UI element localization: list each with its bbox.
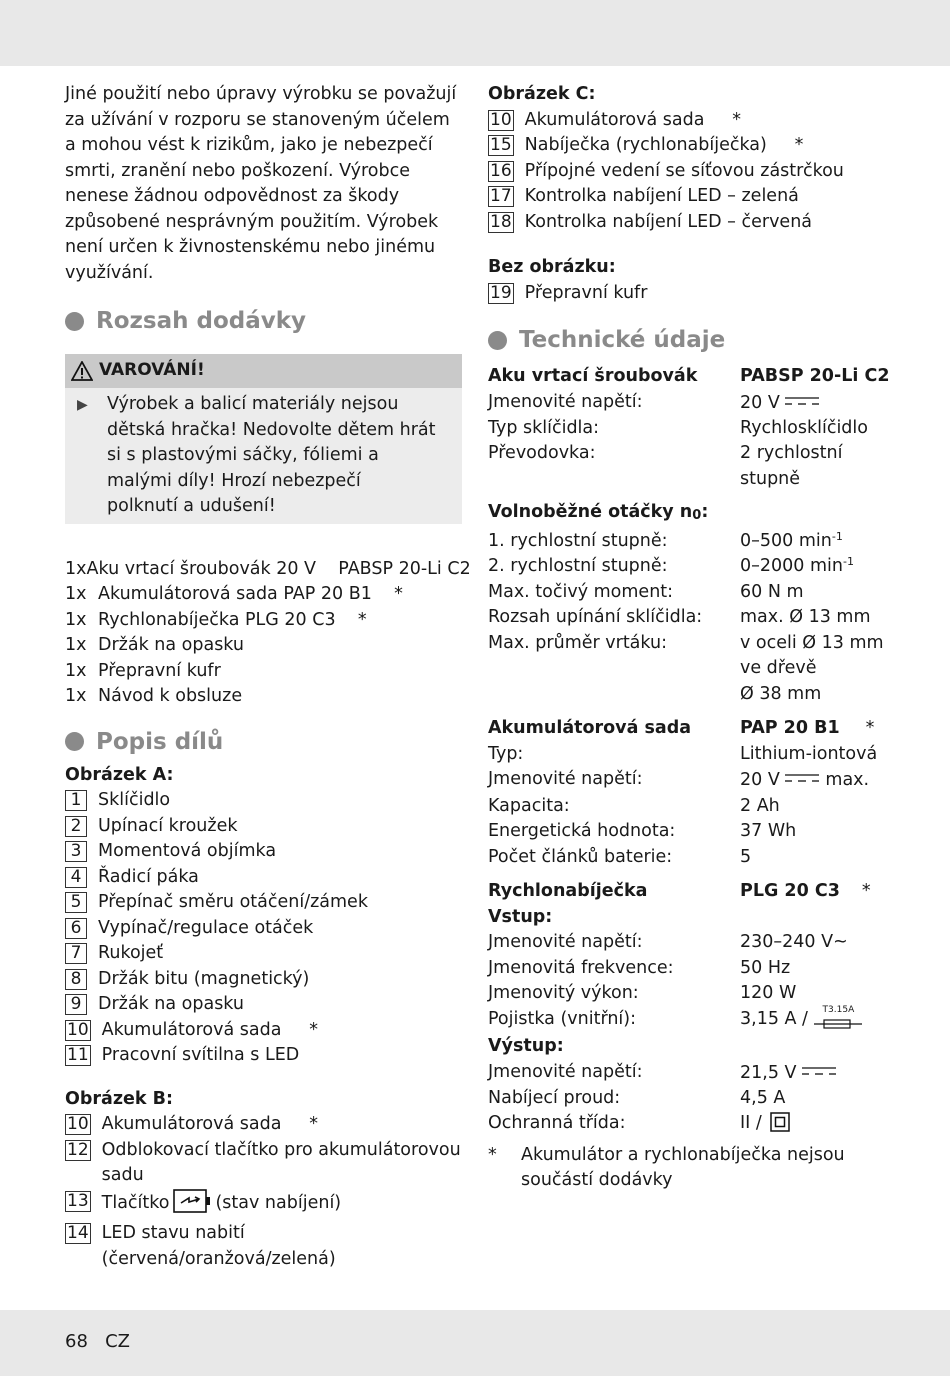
- part-item: 4 Řadicí páka: [65, 865, 465, 891]
- part-number: 1: [65, 790, 87, 811]
- drill-header: Aku vrtací šroubovák PABSP 20-Li C2: [488, 366, 890, 386]
- part-number: 9: [65, 994, 87, 1015]
- part-item: 2 Upínací kroužek: [65, 814, 465, 840]
- page-footer: [65, 1331, 130, 1352]
- drill-specs: Aku vrtací šroubovák PABSP 20-Li C2 Jmenovité napětí: 20 V Typ sklíčidla: Rychlosklíčidlo Převodovka: 2 rychlostní stupně: [488, 364, 908, 492]
- footnote: * Akumulátor a rychlonabíječka nejsou součástí dodávky: [488, 1144, 845, 1191]
- part-item: 17 Kontrolka nabíjení LED – zelená: [490, 186, 799, 206]
- part-item: 15 Nabíječka (rychlonabíječka) *: [490, 135, 804, 155]
- part-item: 7 Rukojeť: [65, 941, 465, 967]
- delivery-item: 1x Rychlonabíječka PLG 20 C3 *: [65, 609, 367, 630]
- warning-text: Výrobek a balicí materiály nejsou dětská hračka! Nedovolte dětem hrát si s plastovými sáčky, fóliemi a malými díly! Hrozí nebezpečí polknutí a udušení!: [107, 394, 436, 516]
- part-item: 16 Přípojné vedení se síťovou zástrčkou: [490, 160, 844, 181]
- figure-a-title: Obrázek A:: [65, 764, 174, 785]
- part-number: 19: [490, 282, 512, 303]
- part-item: 6 Vypínač/regulace otáček: [65, 916, 465, 942]
- no-image-title: Bez obrázku:: [488, 257, 616, 277]
- part-number: 10: [67, 1114, 89, 1134]
- figure-a-list: [65, 788, 465, 1069]
- spec-row: Max. průměr vrtáku: v oceli Ø 13 mm: [488, 632, 884, 653]
- part-number: 17: [490, 186, 512, 206]
- part-number: 15: [490, 135, 512, 155]
- part-item: 12 Odblokovací tlačítko pro akumulátorovou sadu: [67, 1139, 467, 1185]
- warning-header: VAROVÁNÍ!: [65, 354, 462, 388]
- battery-specs: Akumulátorová sada PAP 20 B1 * Typ: Lithium-iontová Jmenovité napětí: 20 V max. Kapacita: 2 Ah Energetická hodnota: 37 Wh Počet článků baterie: 5: [488, 716, 908, 870]
- part-number: 3: [65, 841, 87, 862]
- left-column: [65, 82, 471, 1272]
- part-number: 13: [67, 1190, 89, 1211]
- dc-symbol-icon: [784, 767, 820, 793]
- delivery-item: 1x Přepravní kufr: [65, 660, 221, 681]
- part-item: 8 Držák bitu (magnetický): [65, 967, 465, 993]
- figure-b-list: [65, 1112, 465, 1272]
- arrow-right-icon: ▶: [77, 397, 88, 413]
- bullet-icon: [65, 312, 84, 331]
- fuse-icon: T3.15A: [814, 1007, 862, 1031]
- parts-heading: Popis dílů: [65, 727, 465, 757]
- speed-specs: [488, 500, 908, 707]
- warning-triangle-icon: [71, 361, 93, 381]
- part-item: 9 Držák na opasku: [65, 992, 465, 1018]
- delivery-list: [65, 557, 471, 710]
- part-number: 16: [490, 160, 512, 181]
- battery-header: Akumulátorová sada PAP 20 B1 *: [488, 718, 875, 739]
- delivery-item: 1x Návod k obsluze: [65, 686, 243, 706]
- figure-c-title: Obrázek C:: [488, 84, 596, 104]
- part-item: 10 Akumulátorová sada *: [67, 1019, 318, 1040]
- part-item: 13 Tlačítko (stav nabíjení): [65, 1189, 465, 1222]
- part-item: 10 Akumulátorová sada *: [490, 109, 741, 130]
- part-item: 11 Pracovní svítilna s LED: [67, 1045, 300, 1065]
- page-number: 68: [65, 1331, 88, 1352]
- spec-row: 2. rychlostní stupně: 0–2000 $\min^{-1}$: [488, 555, 854, 577]
- warning-box: [65, 354, 462, 524]
- language-code: CZ: [105, 1331, 130, 1352]
- charger-specs: Rychlonabíječka PLG 20 C3 * Vstup: Jmenovité napětí: 230–240 V~ Jmenovitá frekvence: 50 Hz Jmenovitý výkon: 120 W Pojistka (vnitřní): 3,15 A / T3.15A Výstup: Jmenovité napětí: 21,5 V Nabíjecí proud: 4,5 A Ochranná třída: II /: [488, 879, 908, 1137]
- no-image-list: [488, 281, 908, 307]
- part-number: 12: [67, 1139, 89, 1160]
- bullet-icon: [65, 732, 84, 751]
- part-number: 10: [67, 1019, 89, 1040]
- part-number: 18: [490, 211, 512, 232]
- charger-output-label: Výstup:: [488, 1036, 564, 1056]
- warning-body: [65, 388, 462, 524]
- part-number: 6: [65, 918, 87, 939]
- part-number: 7: [65, 943, 87, 964]
- right-column: [488, 82, 908, 1194]
- spec-row: Max. točivý moment: 60 N m: [488, 581, 804, 602]
- dc-symbol-icon: [784, 390, 820, 416]
- spec-row: Rozsah upínání sklíčidla: max. Ø 13 mm: [488, 607, 871, 628]
- intro-text: Jiné použití nebo úpravy výrobku se považují za užívání v rozporu se stanoveným účelem a mohou vést k rizikům, jako je nebezpečí smrti, zranění nebo poškození. Výrobce nenese žádnou odpovědnost za škody způsobené nesprávným použitím. Výrobek není určen k živnostenskému nebo jinému využívání.: [65, 84, 457, 283]
- figure-c-list: [488, 108, 908, 236]
- part-number: 14: [67, 1223, 89, 1243]
- part-item: 10 Akumulátorová sada *: [67, 1114, 318, 1134]
- spec-row: 1. rychlostní stupně: 0–500 $\min^{-1}$: [488, 529, 843, 551]
- part-number: 8: [65, 969, 87, 990]
- scope-heading: Rozsah dodávky: [65, 306, 465, 336]
- class-ii-icon: [770, 1112, 790, 1132]
- spec-row: Ø 38 mm: [740, 683, 822, 704]
- footer-band: [0, 1310, 950, 1376]
- tech-heading: Technické údaje: [488, 325, 908, 355]
- part-item: 19 Přepravní kufr: [490, 282, 648, 303]
- bullet-icon: [488, 331, 507, 350]
- part-number: 10: [490, 109, 512, 130]
- part-item: 1 Sklíčidlo: [65, 788, 465, 814]
- delivery-item: 1x Akumulátorová sada PAP 20 B1 *: [65, 584, 403, 604]
- charge-status-button-icon: [173, 1189, 211, 1222]
- part-item: 3 Momentová objímka: [65, 839, 465, 865]
- figure-b-title: Obrázek B:: [65, 1088, 173, 1109]
- part-number: 5: [65, 892, 87, 913]
- part-item: 18 Kontrolka nabíjení LED – červená: [490, 211, 813, 232]
- charger-input-label: Vstup:: [488, 906, 553, 927]
- part-number: 4: [65, 867, 87, 888]
- delivery-item: 1x Aku vrtací šroubovák 20 V PABSP 20-Li C2: [65, 558, 471, 579]
- part-item: 14 LED stavu nabití (červená/oranžová/zelená): [67, 1223, 336, 1269]
- delivery-item: 1x Držák na opasku: [65, 635, 244, 655]
- speed-title: Volnoběžné otáčky n0:: [488, 502, 709, 524]
- dc-symbol-icon: [801, 1060, 837, 1086]
- part-number: 2: [65, 816, 87, 837]
- charger-header: Rychlonabíječka PLG 20 C3 *: [488, 881, 871, 901]
- part-number: 11: [67, 1045, 89, 1065]
- header-band: [0, 0, 950, 66]
- part-item: 5 Přepínač směru otáčení/zámek: [65, 890, 465, 916]
- spec-row: ve dřevě: [740, 658, 817, 679]
